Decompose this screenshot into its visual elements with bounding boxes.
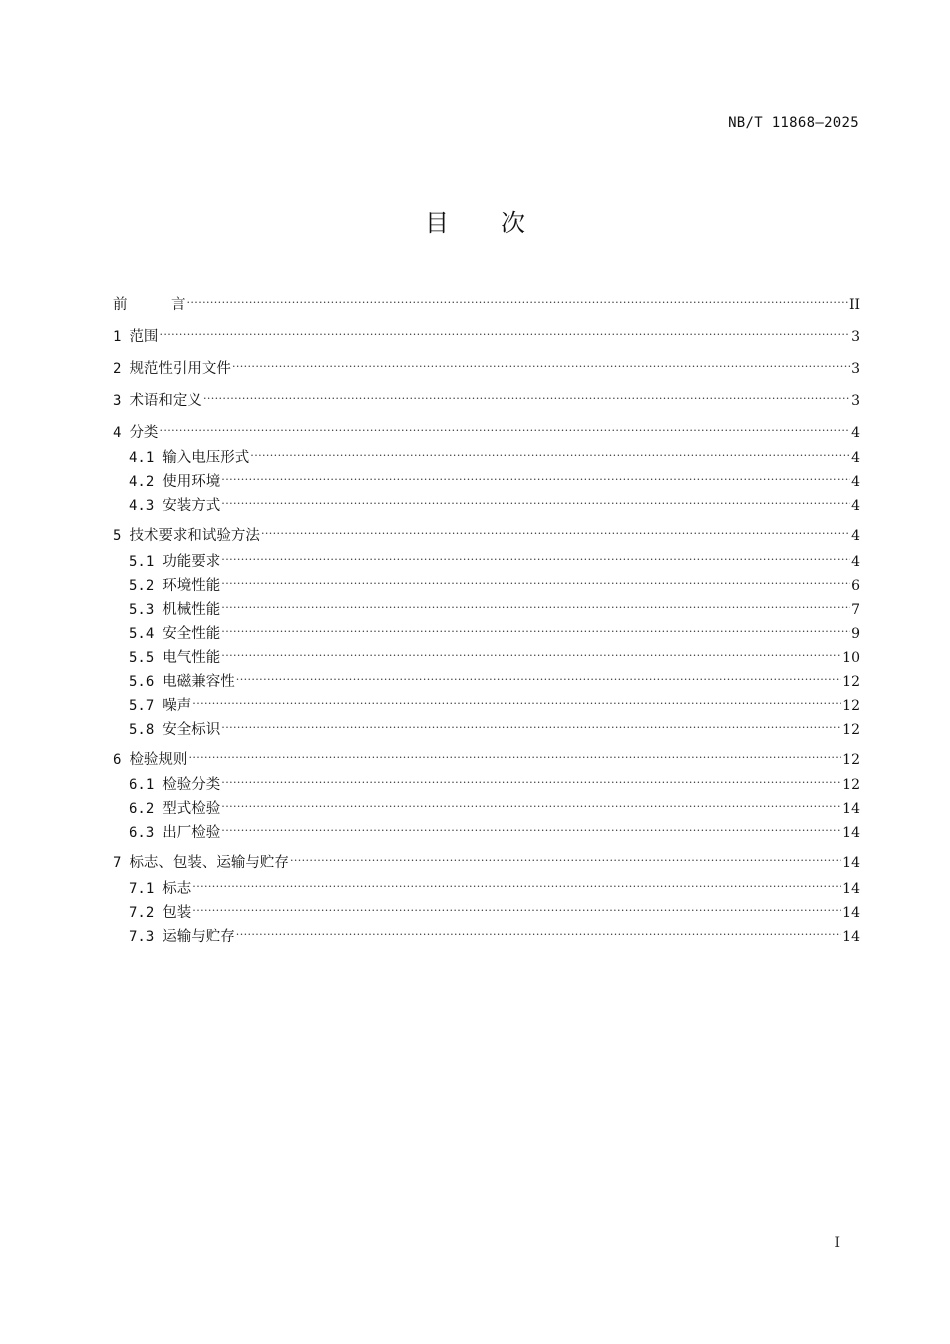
toc-entry-label: 型式检验	[162, 801, 221, 817]
toc-dot-leader	[261, 518, 850, 540]
toc-dot-leader	[221, 640, 841, 662]
toc-dot-leader	[188, 742, 841, 764]
toc-title-char-1: 目	[425, 209, 449, 237]
toc-entry-label: 输入电压形式	[162, 450, 250, 466]
toc-entry[interactable]	[129, 815, 860, 841]
toc-entry-label: 术语和定义	[129, 393, 202, 409]
toc-dot-leader	[221, 592, 850, 614]
footer-page-number: I	[834, 1235, 840, 1251]
toc-dot-leader	[290, 845, 841, 867]
toc-entry-label: 包装	[162, 905, 192, 921]
toc-entry-number: 5.7	[129, 698, 155, 714]
toc-entry-number: 5.3	[129, 602, 155, 618]
toc-dot-leader	[232, 351, 850, 373]
toc-entry-label: 噪声	[162, 698, 192, 714]
toc-entry[interactable]	[129, 640, 860, 666]
toc-dot-leader	[203, 383, 850, 405]
toc-entry-number: 4.2	[129, 474, 155, 490]
toc-entry-page: 14	[842, 801, 860, 817]
toc-title-char-2: 次	[501, 209, 525, 237]
toc-entry-label: 规范性引用文件	[129, 361, 231, 377]
toc-entry-number: 7.3	[129, 929, 155, 945]
toc-entry[interactable]	[129, 895, 860, 921]
toc-entry-page: 14	[842, 855, 860, 871]
toc-entry-label: 分类	[129, 425, 159, 441]
toc-entry[interactable]	[129, 488, 860, 514]
toc-dot-leader	[221, 815, 841, 837]
toc-entry[interactable]	[129, 688, 860, 714]
toc-dot-leader	[221, 791, 841, 813]
toc-entry-label: 标志	[162, 881, 192, 897]
toc-dot-leader	[221, 544, 850, 566]
toc-entry-number: 5.1	[129, 554, 155, 570]
toc-entry-label: 运输与贮存	[162, 929, 235, 945]
toc-dot-leader	[236, 919, 841, 941]
toc-entry[interactable]	[113, 319, 860, 345]
toc-dot-leader	[221, 712, 841, 734]
toc-entry[interactable]	[129, 919, 860, 945]
toc-entry-label: 检验分类	[162, 777, 221, 793]
toc-entry-number: 5	[113, 528, 122, 544]
toc-entry-label: 前 言	[113, 297, 186, 313]
toc-entry-number: 1	[113, 329, 122, 345]
toc-entry-page: 14	[842, 825, 860, 841]
toc-entry[interactable]	[129, 592, 860, 618]
toc-entry-page: II	[848, 297, 860, 313]
toc-entry-page: 12	[842, 698, 860, 714]
toc-entry-label: 使用环境	[162, 474, 221, 490]
toc-entry-page: 4	[851, 474, 860, 490]
toc-entry-number: 2	[113, 361, 122, 377]
toc-entry-page: 4	[851, 450, 860, 466]
toc-entry-label: 电气性能	[162, 650, 221, 666]
toc-dot-leader	[221, 488, 850, 510]
toc-entry-number: 6	[113, 752, 122, 768]
toc-entry-page: 4	[851, 425, 860, 441]
toc-entry-label: 出厂检验	[162, 825, 221, 841]
toc-entry[interactable]	[129, 544, 860, 570]
toc-entry-number: 4.1	[129, 450, 155, 466]
toc-entry-number: 3	[113, 393, 122, 409]
toc-title	[0, 203, 950, 238]
toc-entry-number: 6.1	[129, 777, 155, 793]
toc-entry[interactable]	[129, 616, 860, 642]
toc-entry-number: 5.6	[129, 674, 155, 690]
toc-dot-leader	[192, 895, 841, 917]
toc-entry[interactable]	[129, 664, 860, 690]
toc-dot-leader	[236, 664, 841, 686]
toc-dot-leader	[159, 319, 850, 341]
toc-entry[interactable]	[113, 845, 860, 871]
toc-entry-label: 安装方式	[162, 498, 221, 514]
toc-entry-label: 环境性能	[162, 578, 221, 594]
toc-entry-page: 12	[842, 777, 860, 793]
document-code: NB/T 11868—2025	[728, 115, 859, 131]
toc-entry-page: 9	[851, 626, 860, 642]
toc-entry-number: 4.3	[129, 498, 155, 514]
toc-entry-number: 6.2	[129, 801, 155, 817]
toc-dot-leader	[221, 616, 850, 638]
toc-entry-label: 技术要求和试验方法	[129, 528, 260, 544]
toc-entry-page: 3	[851, 393, 860, 409]
toc-entry[interactable]	[113, 742, 860, 768]
toc-dot-leader	[221, 767, 841, 789]
toc-entry-number: 5.8	[129, 722, 155, 738]
toc-entry-label: 机械性能	[162, 602, 221, 618]
toc-entry-number: 5.5	[129, 650, 155, 666]
toc-entry-number: 5.4	[129, 626, 155, 642]
toc-dot-leader	[221, 464, 850, 486]
toc-entry[interactable]	[129, 791, 860, 817]
toc-entry[interactable]	[129, 440, 860, 466]
toc-entry-number: 4	[113, 425, 122, 441]
toc-entry-number: 7	[113, 855, 122, 871]
toc-entry[interactable]	[129, 464, 860, 490]
toc-entry-number: 7.1	[129, 881, 155, 897]
toc-entry[interactable]	[113, 415, 860, 441]
toc-entry-page: 14	[842, 929, 860, 945]
toc-entry-page: 3	[851, 329, 860, 345]
toc-entry-label: 安全标识	[162, 722, 221, 738]
toc-entry-page: 7	[851, 602, 860, 618]
toc-dot-leader	[221, 568, 850, 590]
toc-entry-page: 12	[842, 722, 860, 738]
toc-entry-label: 检验规则	[129, 752, 188, 768]
toc-dot-leader	[187, 287, 848, 309]
toc-entry[interactable]	[113, 383, 860, 409]
toc-entry-label: 范围	[129, 329, 159, 345]
toc-entry[interactable]	[129, 871, 860, 897]
toc-dot-leader	[159, 415, 850, 437]
toc-entry-number: 7.2	[129, 905, 155, 921]
toc-entry-page: 12	[842, 752, 860, 768]
toc-entry-page: 6	[851, 578, 860, 594]
toc-entry-page: 4	[851, 554, 860, 570]
toc-entry-label: 功能要求	[162, 554, 221, 570]
toc-entry-page: 4	[851, 498, 860, 514]
toc-entry[interactable]	[113, 351, 860, 377]
toc-entry-page: 4	[851, 528, 860, 544]
toc-dot-leader	[250, 440, 850, 462]
toc-entry[interactable]	[113, 518, 860, 544]
toc-entry-page: 10	[842, 650, 860, 666]
toc-entry-page: 3	[851, 361, 860, 377]
toc-entry-page: 12	[842, 674, 860, 690]
toc-entry[interactable]	[129, 712, 860, 738]
toc-entry-label: 标志、包装、运输与贮存	[129, 855, 289, 871]
toc-dot-leader	[192, 688, 841, 710]
toc-dot-leader	[192, 871, 841, 893]
toc-entry-page: 14	[842, 905, 860, 921]
toc-entry[interactable]	[113, 287, 860, 313]
toc-entry[interactable]	[129, 767, 860, 793]
toc-entry-number: 5.2	[129, 578, 155, 594]
toc-entry-label: 电磁兼容性	[162, 674, 235, 690]
toc-entry-page: 14	[842, 881, 860, 897]
toc-entry-number: 6.3	[129, 825, 155, 841]
toc-entry[interactable]	[129, 568, 860, 594]
toc-entry-label: 安全性能	[162, 626, 221, 642]
